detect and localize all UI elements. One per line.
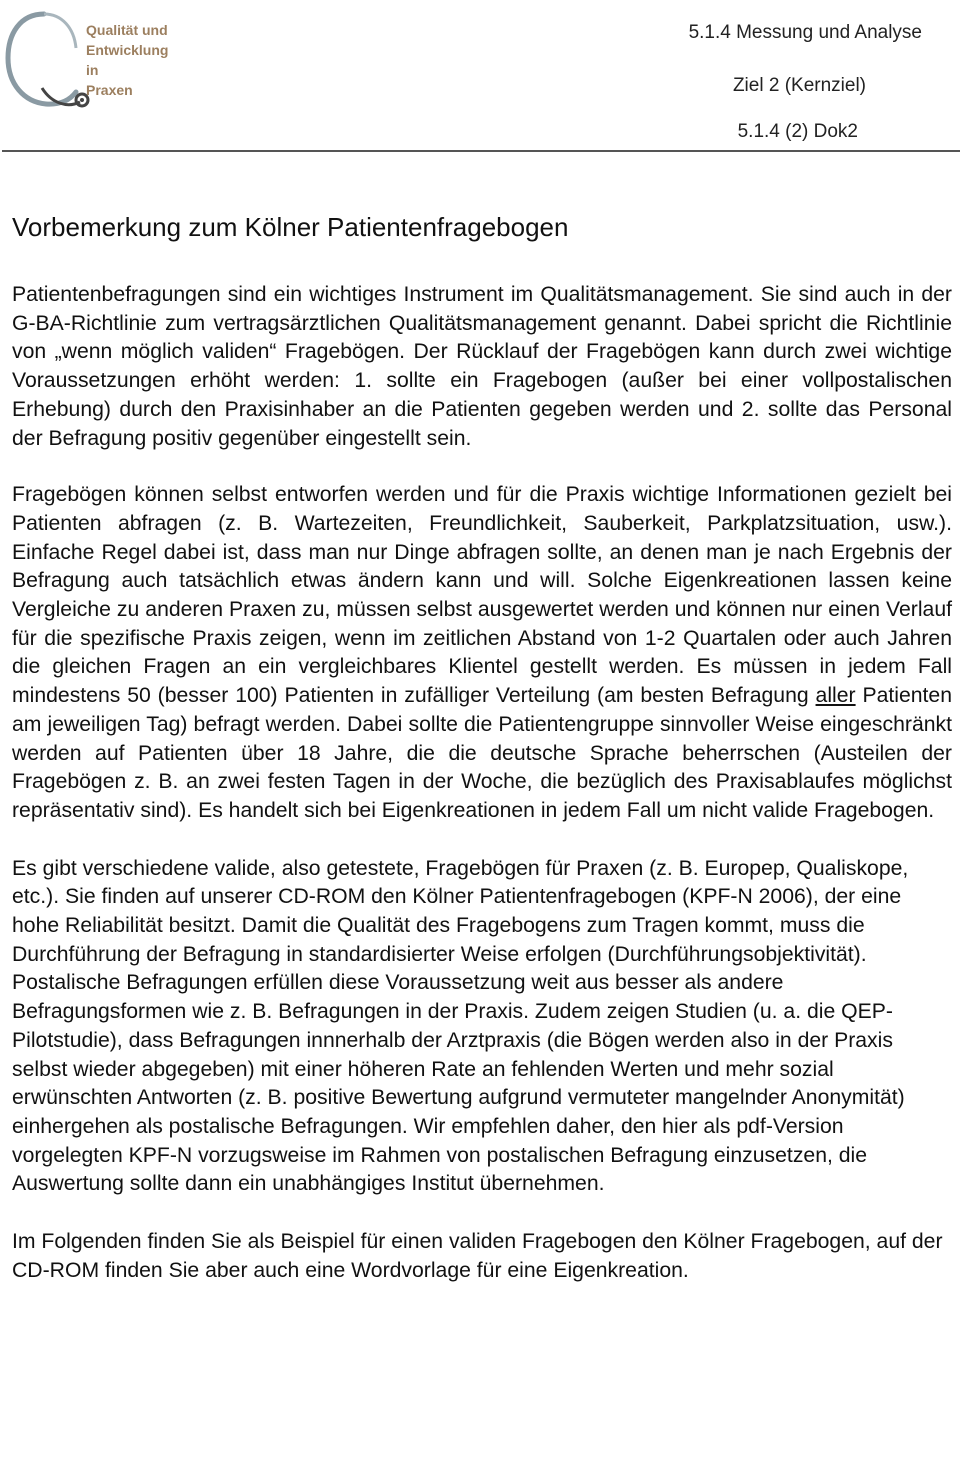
logo-text: Qualität und Entwicklung in Praxen	[86, 22, 169, 98]
paragraph-2	[12, 481, 952, 825]
q-stethoscope-logo-icon	[4, 8, 94, 112]
paragraph-4: Im Folgenden finden Sie als Beispiel für einen validen Fragebogen den Kölner Fragebogen, auf der CD-ROM finden Sie aber auch eine Wordvorlage für eine Eigenkreation.	[12, 1230, 943, 1282]
logo	[4, 8, 184, 112]
header-divider	[2, 150, 960, 152]
document-body	[12, 281, 952, 1286]
document-id: 5.1.4 (2) Dok2	[737, 121, 858, 142]
section-heading: 5.1.4 Messung und Analyse	[688, 22, 922, 43]
paragraph-2-text: Fragebögen können selbst entworfen werden und für die Praxis wichtige Informationen gezielt bei Patienten abfragen (z. B. Wartezeiten, Freundlichkeit, Sauberkeit, Parkplatzsituation, usw.). Einfache Regel dabei ist, dass man nur Dinge abfragen sollte, an denen man je nach Ergebnis der Befragung auch tatsächlich etwas ändern kann und will. Solche Eigenkreationen lassen keine Vergleiche zu anderen Praxen zu, müssen selbst ausgewertet werden und können nur einen Verlauf für die spezifische Praxis zeigen, wenn im zeitlichen Abstand von 1-2 Quartalen oder auch Jahren die gleichen Fragen an ein vergleichbares Klientel gestellt werden. Es müssen in jedem Fall mindestens 50 (besser 100) Patienten in zufälliger Verteilung (am besten Befragung	[12, 483, 952, 708]
paragraph-1: Patientenbefragungen sind ein wichtiges Instrument im Qualitätsmanagement. Sie sind auch in der G-BA-Richtlinie zum vertragsärztlichen Qualitätsmanagement genannt. Dabei spricht die Richtlinie von „wenn möglich validen“ Fragebögen. Der Rücklauf der Fragebögen kann durch zwei wichtige Voraussetzungen erhöht werden: 1. sollte ein Fragebogen (außer bei einer vollpostalischen Erhebung) durch den Praxisinhaber an die Patienten gegeben werden und 2. sollte das Personal der Befragung positiv gegenüber eingestellt sein.	[12, 283, 952, 450]
paragraph-3: Es gibt verschiedene valide, also getestete, Fragebögen für Praxen (z. B. Europep, Qualiskope, etc.). Sie finden auf unserer CD-ROM den Kölner Patientenfragebogen (KPF-N 2006), der eine hohe Reliabilität besitzt. Damit die Qualität des Fragebogens zum Tragen kommt, muss die Durchführung der Befragung in standardisierter Weise erfolgen (Durchführungsobjektivität). Postalische Befragungen erfüllen diese Voraussetzung weit aus besser als andere Befragungsformen wie z. B. Befragungen in der Praxis. Zudem zeigen Studien (u. a. die QEP-Pilotstudie), dass Befragungen innnerhalb der Arztpraxis (die Bögen werden also in der Praxis selbst wieder abgegeben) mit einer höheren Rate an fehlenden Werten und mehr sozial erwünschten Antworten (z. B. positive Bewertung aufgrund vermuteter mangelnder Anonymität) einhergehen als postalische Befragungen. Wir empfehlen daher, den hier als pdf-Version vorgelegten KPF-N vorzugsweise im Rahmen von postalischen Befragung einzusetzen, die Auswertung sollte dann ein unabhängiges Institut übernehmen.	[12, 856, 909, 1196]
underlined-word: aller	[815, 684, 856, 708]
goal-label: Ziel 2 (Kernziel)	[732, 75, 866, 96]
paragraph-2-text-cont: Patienten am jeweiligen Tag) befragt werden. Dabei sollte die Patientengruppe sinnvoller Weise eingeschränkt werden auf Patienten über 18 Jahre, die die deutsche Sprache beherrschen (Austeilen der Fragebögen z. B. an zwei festen Tagen in der Woche, die bezüglich des Praxisablaufes möglichst repräsentativ sind). Es handelt sich bei Eigenkreationen in jedem Fall um nicht valide Fragebogen.	[12, 684, 952, 822]
page-title: Vorbemerkung zum Kölner Patientenfragebogen	[12, 212, 569, 242]
